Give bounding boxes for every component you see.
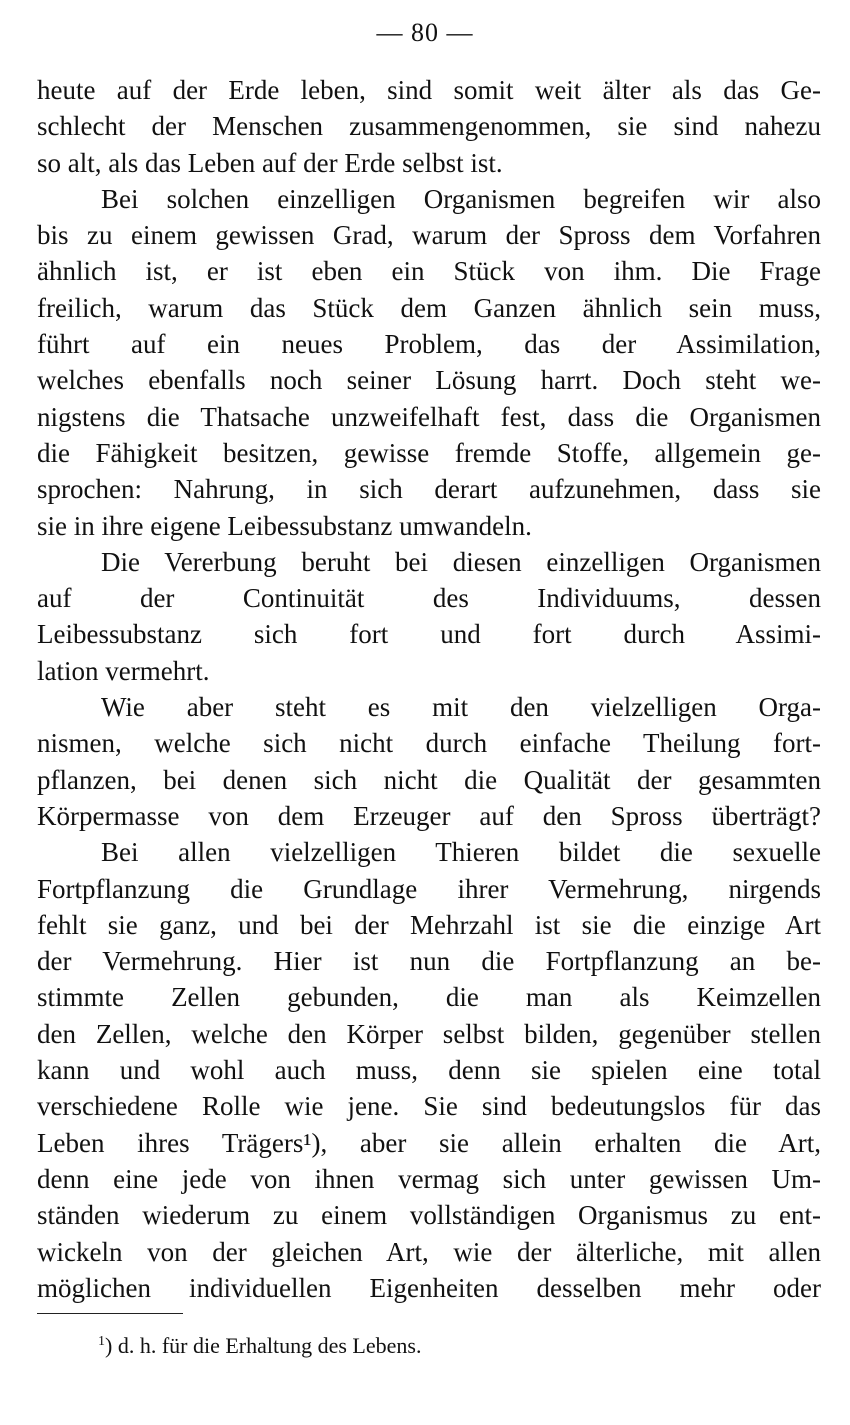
text-line: den Zellen, welche den Körper selbst bilden, gegenüber stellen: [37, 1018, 821, 1049]
text-line: so alt, als das Leben auf der Erde selbst ist.: [37, 147, 503, 178]
footnote-divider: [37, 1313, 183, 1314]
text-line: möglichen individuellen Eigenheiten desselben mehr oder: [37, 1272, 821, 1303]
footnote-text: ) d. h. für die Erhaltung des Lebens.: [105, 1333, 422, 1358]
text-line: Fortpflanzung die Grundlage ihrer Vermehrung, nirgends: [37, 873, 821, 904]
text-line: Körpermasse von dem Erzeuger auf den Spross überträgt?: [37, 800, 821, 831]
text-line: welches ebenfalls noch seiner Lösung harrt. Doch steht we-: [37, 365, 821, 396]
text-line: stimmte Zellen gebunden, die man als Keimzellen: [37, 982, 821, 1013]
text-line: heute auf der Erde leben, sind somit weit älter als das Ge-: [37, 75, 821, 105]
text-line: pflanzen, bei denen sich nicht die Qualität der gesammten: [37, 764, 821, 795]
text-line: Bei allen vielzelligen Thieren bildet die sexuelle: [101, 837, 821, 868]
text-line: die Fähigkeit besitzen, gewisse fremde Stoffe, allgemein ge-: [37, 437, 821, 468]
text-line: Leibessubstanz sich fort und fort durch Assimi-: [37, 619, 821, 650]
text-line: wickeln von der gleichen Art, wie der älterliche, mit allen: [37, 1236, 821, 1267]
text-line: ständen wiederum zu einem vollständigen Organismus zu ent-: [37, 1200, 821, 1231]
text-line: sprochen: Nahrung, in sich derart aufzunehmen, dass sie: [37, 474, 821, 505]
text-line: nigstens die Thatsache unzweifelhaft fest, dass die Organismen: [37, 401, 821, 432]
text-line: auf der Continuität des Individuums, dessen: [37, 583, 821, 614]
text-line: Bei solchen einzelligen Organismen begreifen wir also: [101, 183, 821, 214]
body-text: [37, 72, 821, 1306]
text-line: Wie aber steht es mit den vielzelligen Orga-: [101, 692, 821, 723]
text-line: fehlt sie ganz, und bei der Mehrzahl ist sie die einzige Art: [37, 909, 821, 940]
footnote-marker: 1: [98, 1334, 105, 1349]
text-line: ähnlich ist, er ist eben ein Stück von ihm. Die Frage: [37, 256, 821, 287]
text-line: sie in ihre eigene Leibessubstanz umwandeln.: [37, 510, 532, 541]
footnote: [98, 1333, 421, 1359]
text-line: verschiedene Rolle wie jene. Sie sind bedeutungslos für das: [37, 1091, 821, 1122]
text-line: Die Vererbung beruht bei diesen einzelligen Organismen: [101, 546, 821, 577]
text-line: führt auf ein neues Problem, das der Assimilation,: [37, 329, 821, 360]
text-line: freilich, warum das Stück dem Ganzen ähnlich sein muss,: [37, 292, 821, 323]
text-line: der Vermehrung. Hier ist nun die Fortpflanzung an be-: [37, 946, 821, 977]
text-line: lation vermehrt.: [37, 655, 210, 686]
text-line: bis zu einem gewissen Grad, warum der Spross dem Vorfahren: [37, 220, 821, 251]
page-number: — 80 —: [376, 18, 474, 47]
text-line: Leben ihres Trägers¹), aber sie allein erhalten die Art,: [37, 1127, 821, 1158]
text-line: kann und wohl auch muss, denn sie spielen eine total: [37, 1055, 821, 1086]
text-line: schlecht der Menschen zusammengenommen, sie sind nahezu: [37, 111, 821, 142]
text-line: denn eine jede von ihnen vermag sich unter gewissen Um-: [37, 1163, 821, 1194]
text-line: nismen, welche sich nicht durch einfache Theilung fort-: [37, 728, 821, 759]
